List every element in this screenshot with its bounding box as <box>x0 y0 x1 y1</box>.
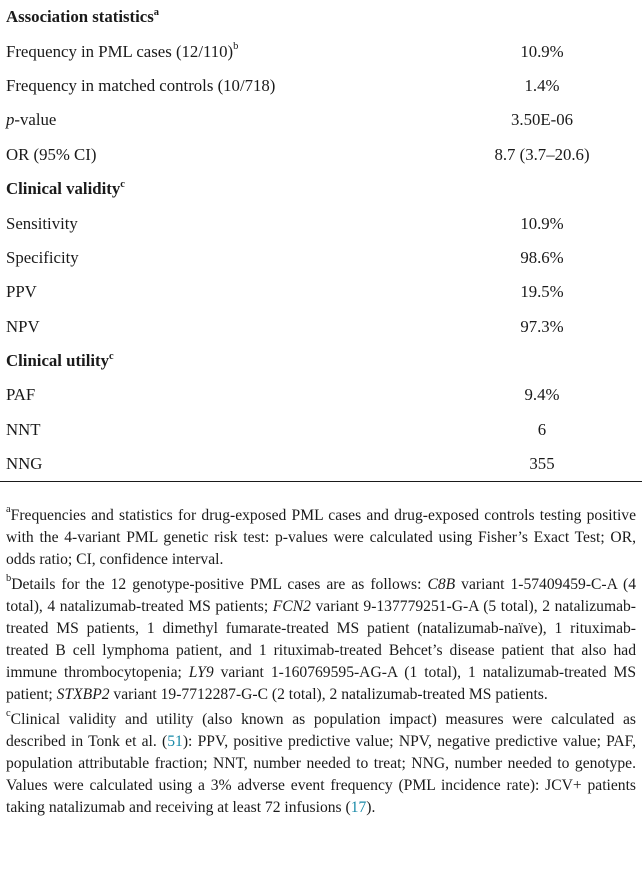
row-label: -value <box>14 110 57 130</box>
gene-name: LY9 <box>188 664 214 681</box>
row-value: 355 <box>402 447 642 482</box>
footnote-text: variant 1-57409459-C-A (4 total), 4 natalizumab-treated MS patients; <box>6 576 637 615</box>
row-label: NPV <box>6 316 40 336</box>
row-label: NNG <box>0 447 402 482</box>
row-value: 9.4% <box>524 385 560 405</box>
table-row <box>0 310 642 344</box>
section-header-clinical-validity <box>0 172 642 206</box>
row-value: 3.50E-06 <box>511 110 573 130</box>
row-value: 98.6% <box>520 247 564 267</box>
row-label: Sensitivity <box>6 213 78 233</box>
section-title: Clinical utility <box>6 351 110 371</box>
table-row <box>0 138 642 172</box>
footnote-text: Frequencies and statistics for drug-exposed PML cases and drug-exposed controls testing positive with the 4-variant PML genetic risk test: p-values were calculated using Fisher’s Exact Test; OR, odds ratio; CI, confidence interval. <box>6 507 636 568</box>
section-title: Clinical validity <box>6 179 121 199</box>
row-label: NNT <box>6 419 41 439</box>
footnote-text: variant 19-7712287-G-C (2 total), 2 natalizumab-treated MS patients. <box>109 686 548 703</box>
footnote-text: variant 9-137779251-G-A (5 total), 2 natalizumab-treated MS patients, 1 dimethyl fumarate-treated MS patient (natalizumab-naïve), 1 rituximab-treated B cell lymphoma patient, and 1 rituximab-treated Behcet’s disease patient that also had immune thrombocytopenia; <box>6 598 636 681</box>
table-row <box>0 103 642 137</box>
footnote-text: Clinical validity and utility (also known as population impact) measures were calculated as described in Tonk et al. ( <box>6 711 636 750</box>
row-value: 97.3% <box>520 316 564 336</box>
footnote-text: Details for the 12 genotype-positive PML cases are as follows: <box>11 576 428 593</box>
reference-link[interactable]: 17 <box>350 799 367 816</box>
table-row <box>0 69 642 103</box>
gene-name: C8B <box>427 576 456 593</box>
row-value: 1.4% <box>524 75 560 95</box>
table-row <box>0 447 642 482</box>
row-label: PPV <box>6 282 37 302</box>
footnote-a <box>6 505 636 571</box>
row-label: Frequency in matched controls (10/718) <box>6 75 276 95</box>
footnote-b <box>6 574 636 706</box>
row-label-italic: p <box>6 110 15 130</box>
footnote-marker: a <box>6 503 11 515</box>
gene-name: FCN2 <box>272 598 311 615</box>
table-footnotes <box>6 505 636 822</box>
footnote-text: ). <box>366 799 376 816</box>
footnote-marker: c <box>6 707 11 719</box>
reference-link[interactable]: 51 <box>167 733 183 750</box>
footnote-c <box>6 709 636 819</box>
row-value: 10.9% <box>520 213 564 233</box>
footnote-marker: b <box>233 40 239 52</box>
table-row <box>0 34 642 68</box>
footnote-marker: a <box>153 6 160 18</box>
row-label: PAF <box>6 385 36 405</box>
footnote-marker: c <box>120 178 125 190</box>
row-label: Specificity <box>6 247 79 267</box>
table-row <box>0 241 642 275</box>
row-label: Frequency in PML cases (12/110) <box>6 41 234 61</box>
row-value: 8.7 (3.7–20.6) <box>494 144 590 164</box>
table-row <box>0 378 642 412</box>
footnote-text: ): PPV, positive predictive value; NPV, negative predictive value; PAF, population attributable fraction; NNT, number needed to treat; NNG, number needed to genotype. Values were calculated using a 3% adverse event frequency (PML incidence rate): JCV+ patients taking natalizumab and receiving at least 72 infusions ( <box>6 733 637 816</box>
footnote-text: variant 1-160769595-AG-A (1 total), 1 natalizumab-treated MS patient; <box>6 664 636 703</box>
row-label: OR (95% CI) <box>6 144 97 164</box>
row-value: 10.9% <box>520 41 564 61</box>
section-title: Association statistics <box>6 7 154 27</box>
gene-name: STXBP2 <box>56 686 110 703</box>
table-row <box>0 275 642 309</box>
table-row <box>0 206 642 240</box>
row-value: 19.5% <box>520 282 564 302</box>
section-header-clinical-utility <box>0 344 642 378</box>
row-value: 6 <box>537 419 547 439</box>
footnote-marker: c <box>109 350 114 362</box>
section-header-association <box>0 0 642 34</box>
table-row <box>0 413 642 447</box>
footnote-marker: b <box>6 572 12 584</box>
